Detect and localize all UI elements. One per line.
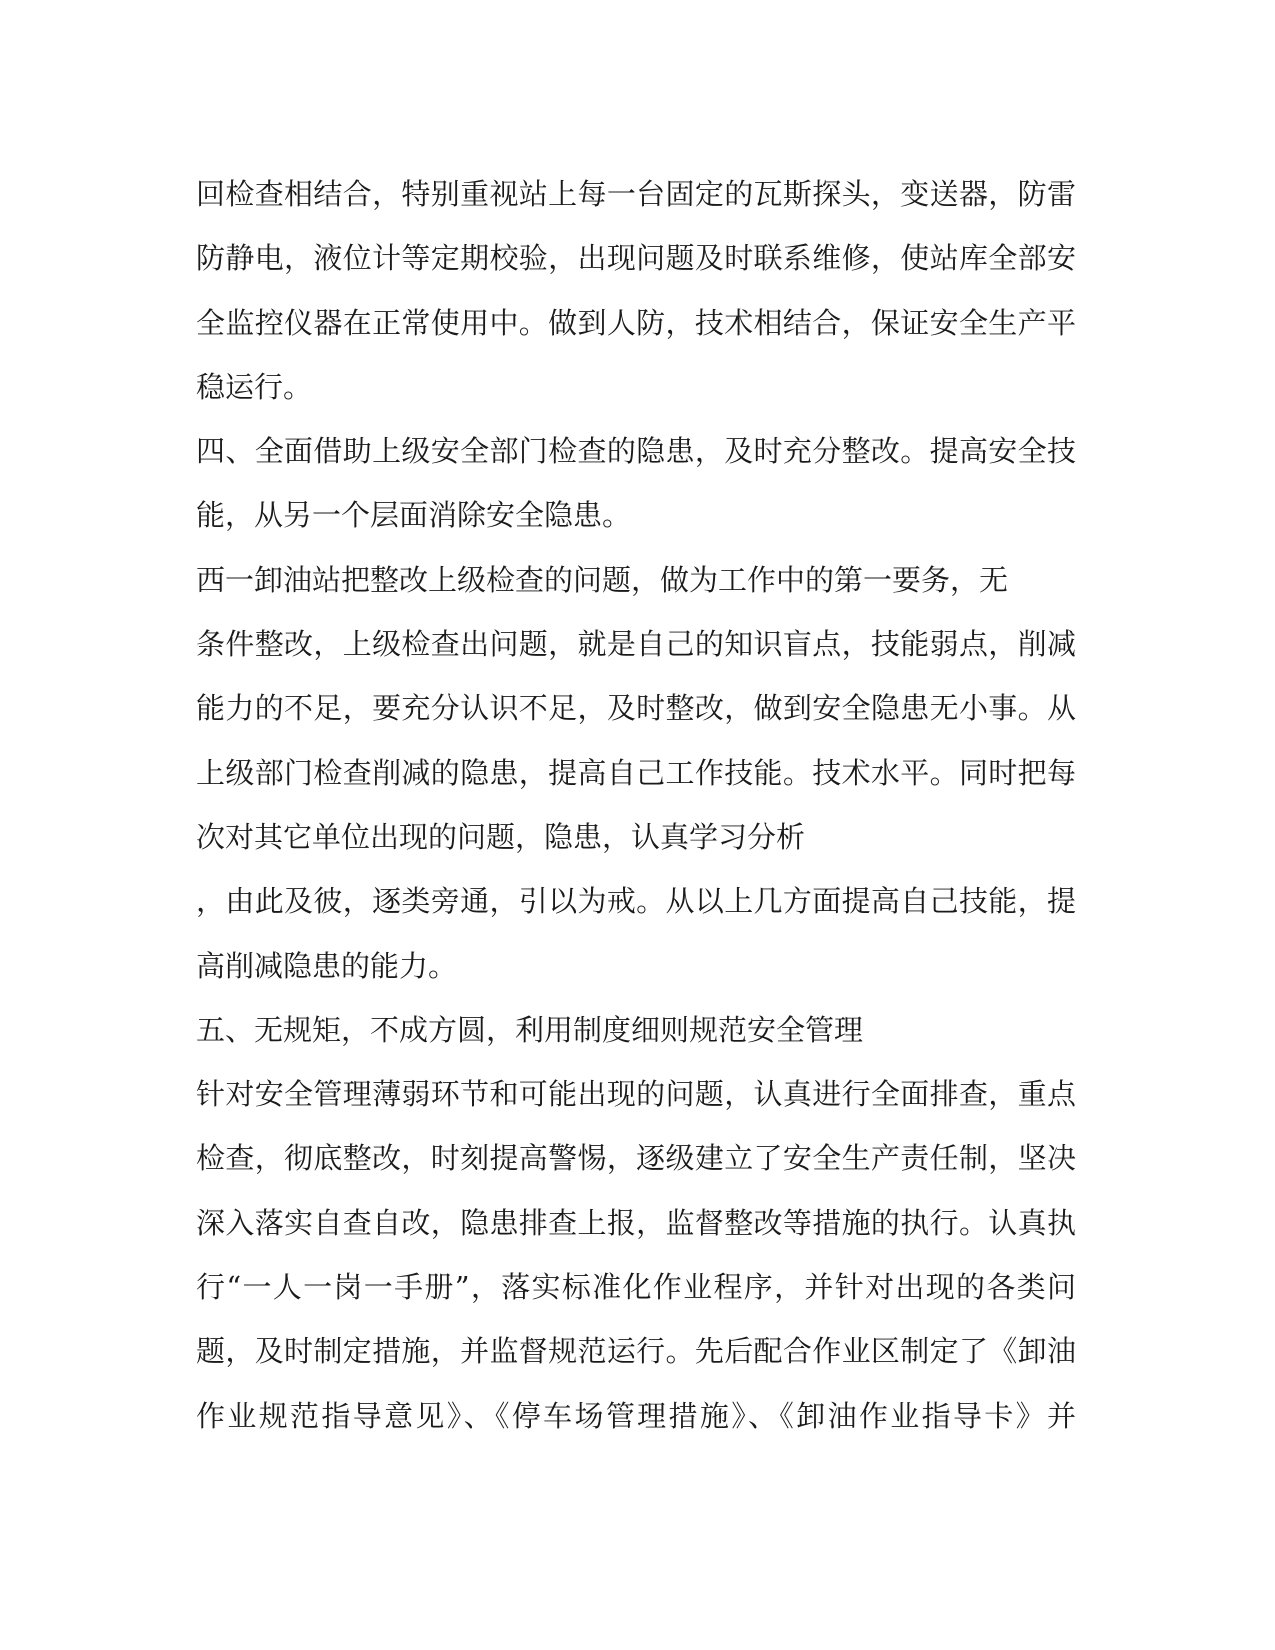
section-heading-4: 四、全面借助上级安全部门检查的隐患，及时充分整改。提高安全技: [196, 434, 1076, 469]
text-line: 能，从另一个层面消除安全隐患。: [196, 498, 632, 533]
text-line: 深入落实自查自改，隐患排查上报，监督整改等措施的执行。认真执: [196, 1205, 1076, 1240]
text-line: 题，及时制定措施，并监督规范运行。先后配合作业区制定了《卸油: [196, 1334, 1076, 1369]
text-line: 上级部门检查削减的隐患，提高自己工作技能。技术水平。同时把每: [196, 755, 1076, 790]
text-line: 西一卸油站把整改上级检查的问题，做为工作中的第一要务，无: [196, 562, 1009, 597]
body-text: [196, 162, 1076, 1448]
text-line: 行“一人一岗一手册”，落实标准化作业程序，并针对出现的各类问: [196, 1270, 1076, 1305]
text-line: 高削减隐患的能力。: [196, 948, 458, 983]
text-line: 能力的不足，要充分认识不足，及时整改，做到安全隐患无小事。从: [196, 691, 1076, 726]
text-line: 防静电，液位计等定期校验，出现问题及时联系维修，使站库全部安: [196, 241, 1076, 276]
text-line: 检查，彻底整改，时刻提高警惕，逐级建立了安全生产责任制，坚决: [196, 1141, 1076, 1176]
text-line: 全监控仪器在正常使用中。做到人防，技术相结合，保证安全生产平: [196, 305, 1076, 340]
text-line: 条件整改，上级检查出问题，就是自己的知识盲点，技能弱点，削减: [196, 627, 1076, 662]
text-line: ，由此及彼，逐类旁通，引以为戒。从以上几方面提高自己技能，提: [196, 884, 1076, 919]
text-line: 稳运行。: [196, 369, 313, 404]
text-line: 回检查相结合，特别重视站上每一台固定的瓦斯探头，变送器，防雷: [196, 177, 1076, 211]
section-heading-5: 五、无规矩，不成方圆，利用制度细则规范安全管理: [196, 1012, 864, 1047]
text-line: 作业规范指导意见》、《停车场管理措施》、《卸油作业指导卡》并: [196, 1398, 1076, 1433]
text-line: 针对安全管理薄弱环节和可能出现的问题，认真进行全面排查，重点: [196, 1077, 1076, 1112]
text-line: 次对其它单位出现的问题，隐患，认真学习分析: [196, 819, 806, 854]
